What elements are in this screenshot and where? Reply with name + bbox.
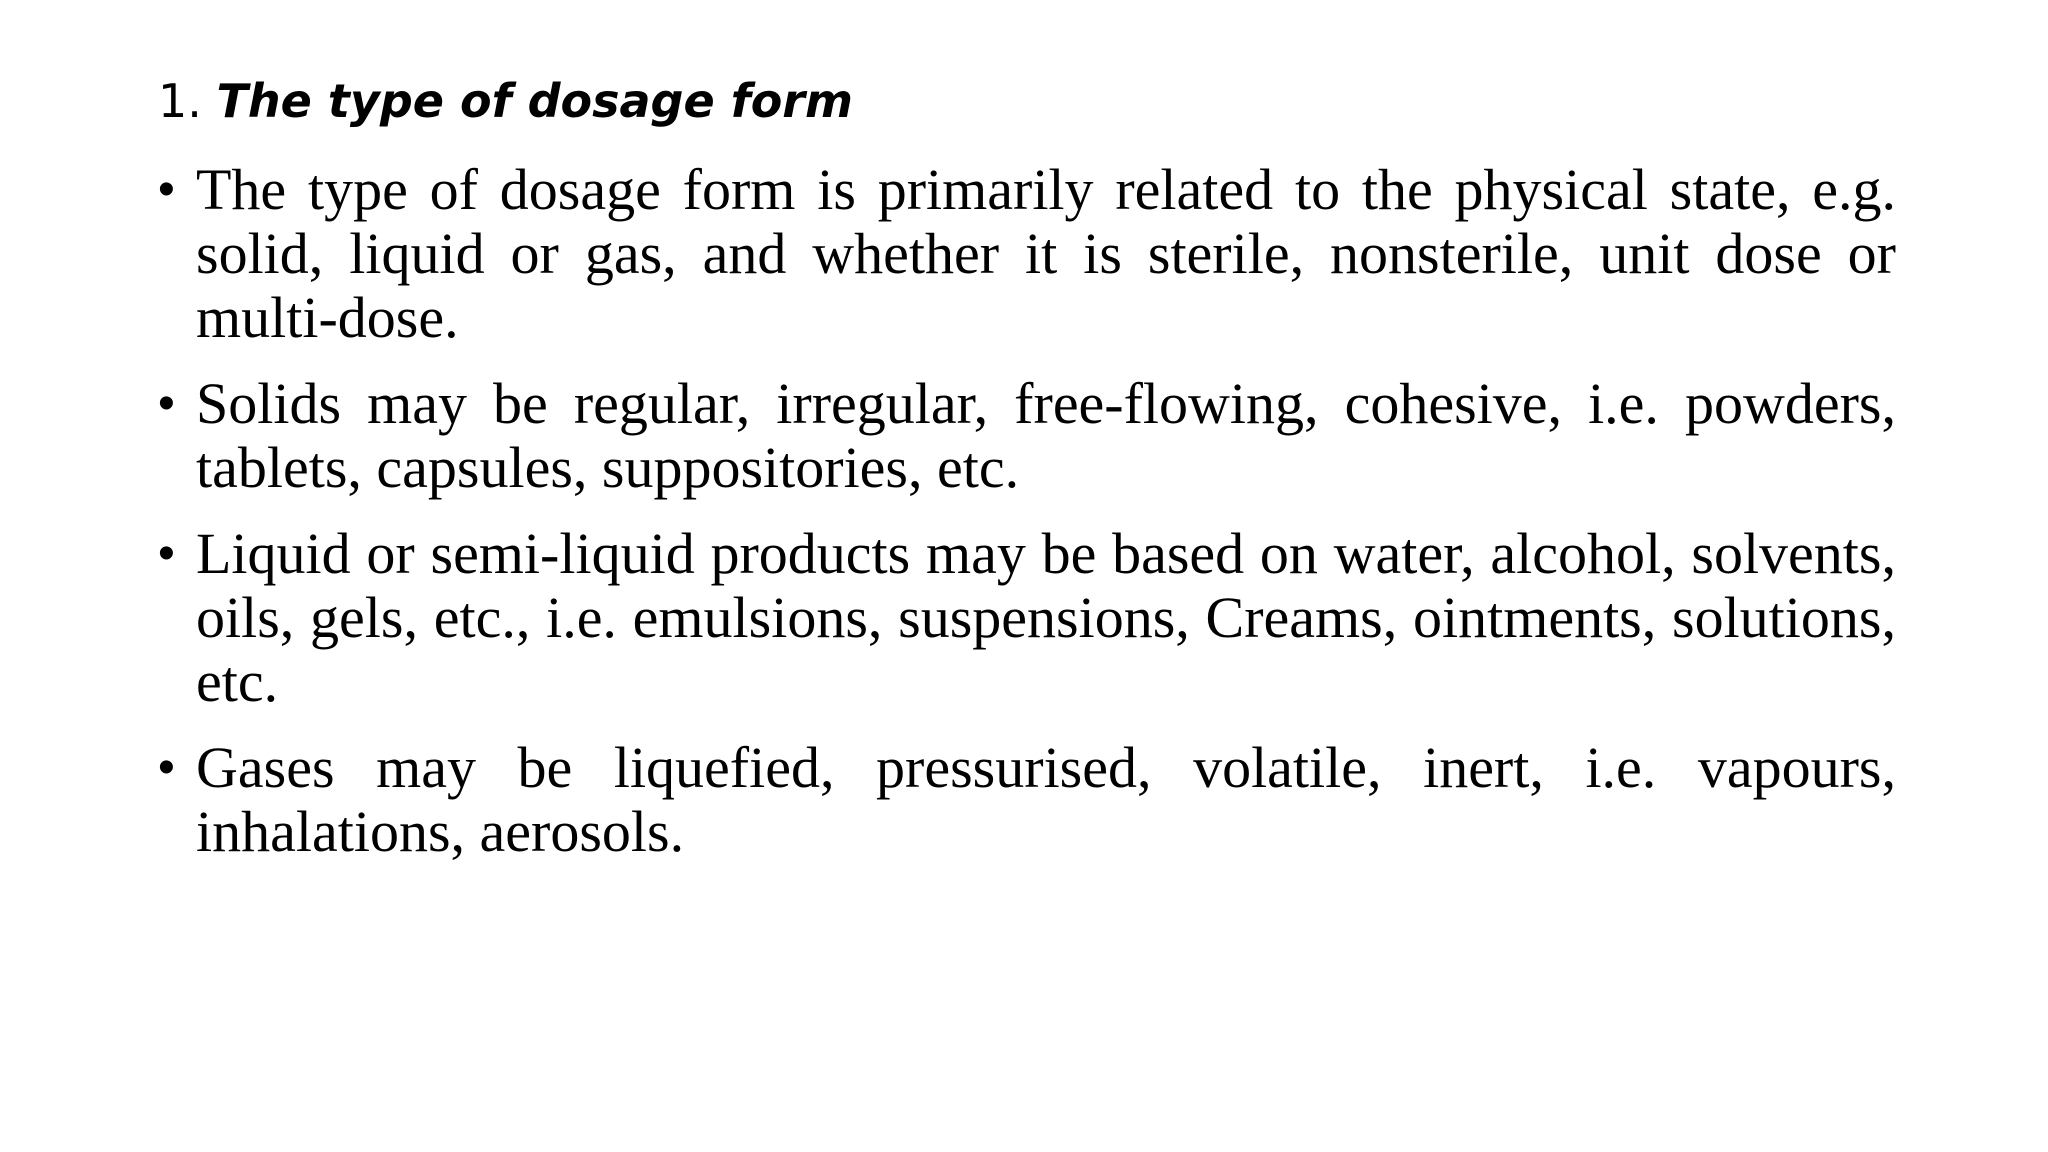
bullet-item-physical-state: [158, 158, 1896, 350]
bullet-item-liquids: [158, 522, 1896, 714]
bullet-text: Gases may be liquefied, pressurised, volatile, inert, i.e. vapours, inhalations, aerosols.: [196, 735, 1896, 864]
slide-heading: [158, 70, 853, 132]
heading-number: 1.: [158, 74, 202, 128]
bullet-item-gases: [158, 736, 1896, 864]
bullet-text: The type of dosage form is primarily related to the physical state, e.g. solid, liquid or gas, and whether it is sterile, nonsterile, unit dose or multi-dose.: [196, 157, 1896, 350]
bullet-text: Solids may be regular, irregular, free-flowing, cohesive, i.e. powders, tablets, capsules, suppositories, etc.: [196, 371, 1896, 500]
bullet-item-solids: [158, 372, 1896, 500]
bullet-marker: •: [158, 163, 175, 216]
bullet-marker: •: [158, 527, 175, 580]
bullet-marker: •: [158, 741, 175, 794]
bullet-text: Liquid or semi-liquid products may be based on water, alcohol, solvents, oils, gels, etc., i.e. emulsions, suspensions, Creams, ointments, solutions, etc.: [196, 521, 1896, 714]
bullet-marker: •: [158, 377, 175, 430]
heading-title: The type of dosage form: [216, 74, 853, 128]
bullet-list: [158, 158, 1896, 886]
